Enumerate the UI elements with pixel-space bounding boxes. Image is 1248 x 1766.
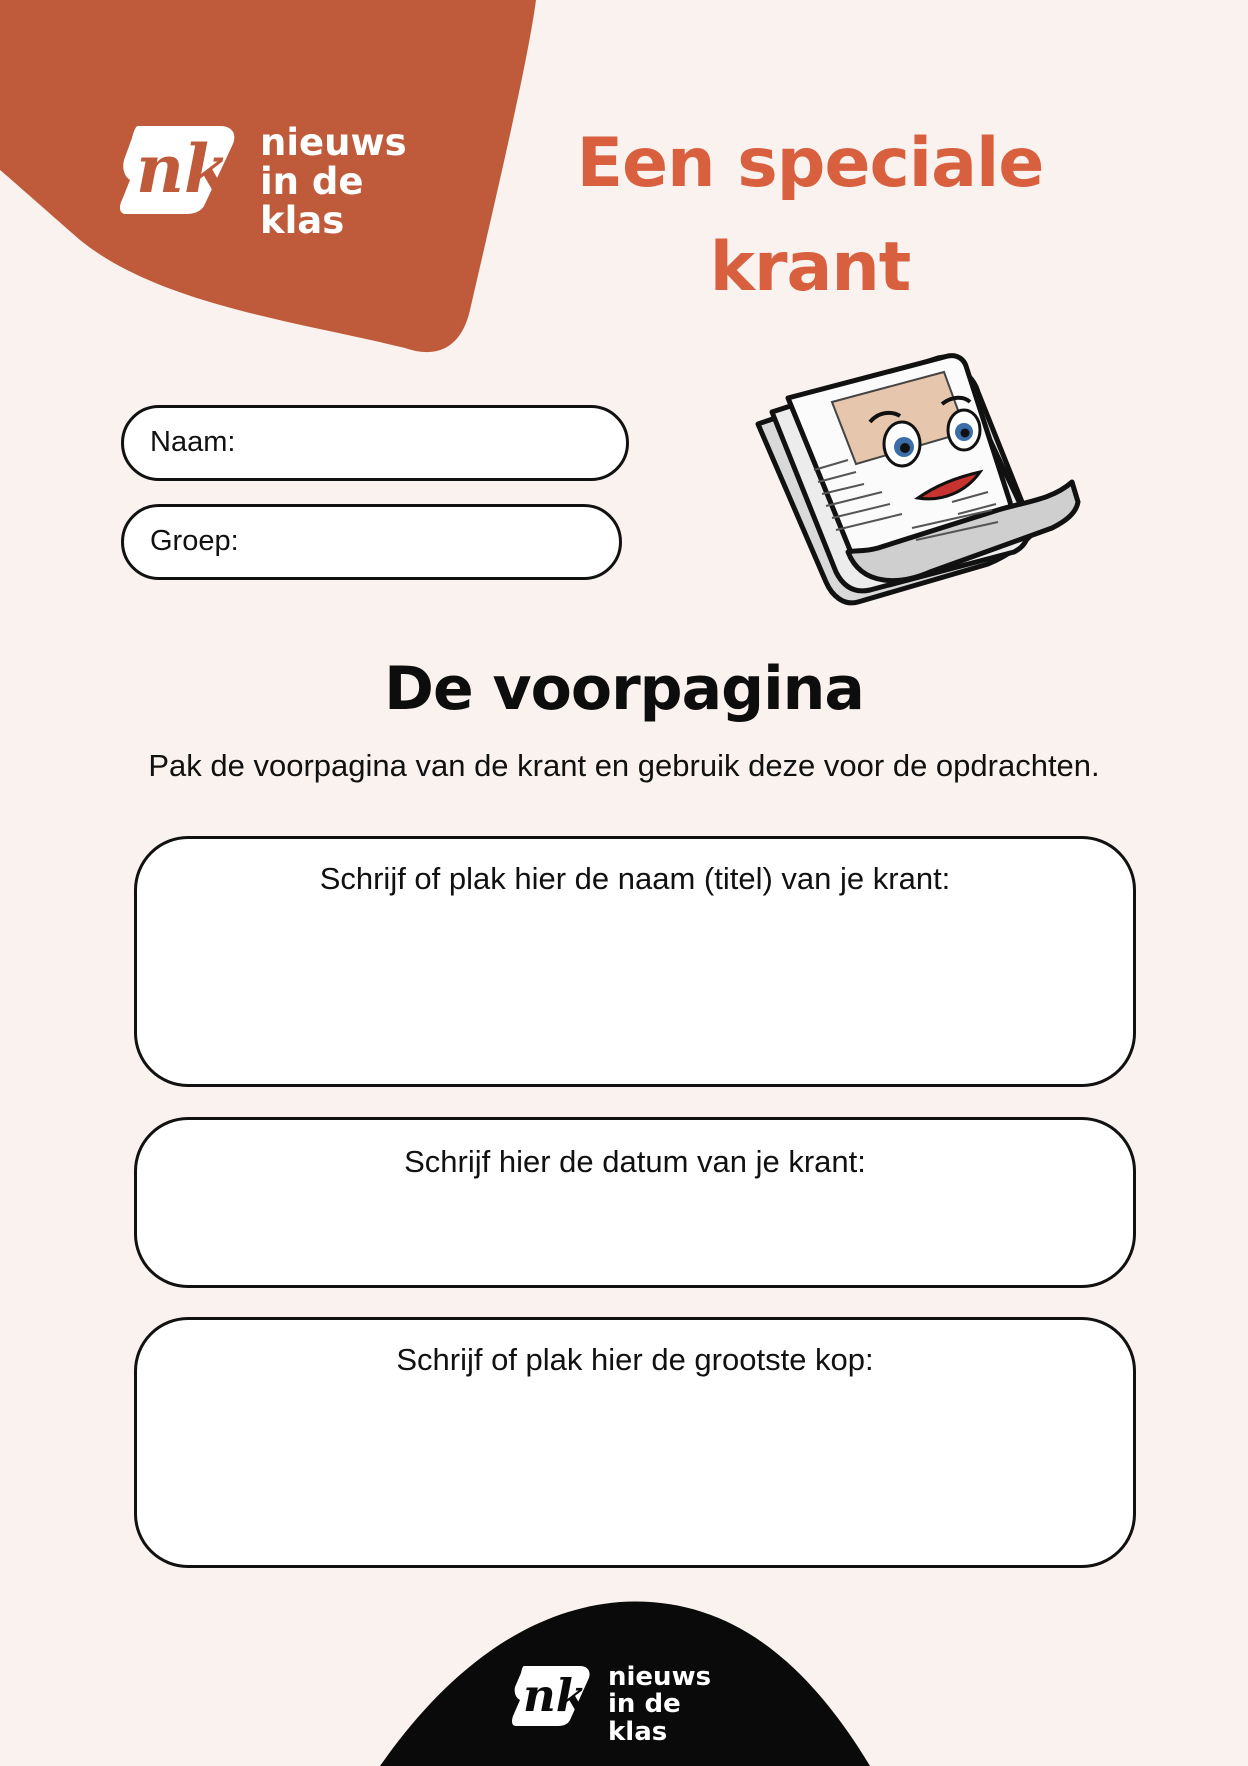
smiling-newspaper-icon — [752, 352, 1092, 612]
section-intro: Pak de voorpagina van de krant en gebruik deze voor de opdrachten. — [148, 748, 1100, 783]
svg-text:nk: nk — [136, 130, 230, 208]
footer-logo-line-1: nieuws — [608, 1662, 712, 1692]
name-field[interactable] — [121, 405, 629, 481]
logo-line-2: in de klas — [260, 159, 364, 242]
group-field-label: Groep: — [150, 525, 239, 557]
section-heading: De voorpagina — [384, 654, 864, 724]
nk-logo-mark-icon — [120, 118, 238, 214]
task-label-headline: Schrijf of plak hier de grootste kop: — [396, 1342, 874, 1377]
task-label-date: Schrijf hier de datum van je krant: — [404, 1144, 866, 1179]
svg-text:nk: nk — [523, 1669, 587, 1722]
task-box-date[interactable] — [134, 1117, 1136, 1288]
name-field-label: Naam: — [150, 426, 236, 458]
group-field[interactable] — [121, 504, 622, 580]
task-label-title: Schrijf of plak hier de naam (titel) van je krant: — [319, 861, 951, 896]
task-box-headline[interactable] — [134, 1317, 1136, 1568]
nk-logo-mark-icon — [512, 1660, 592, 1726]
task-box-title[interactable] — [134, 836, 1136, 1087]
footer-logo — [512, 1660, 712, 1747]
footer-logo-line-2: in de klas — [608, 1689, 681, 1747]
logo-line-1: nieuws — [260, 121, 407, 164]
page-title-line-1: Een speciale — [576, 124, 1044, 203]
page-title-line-2: krant — [709, 228, 911, 307]
page-title — [560, 112, 1060, 320]
nieuws-in-de-klas-logo — [120, 118, 407, 242]
